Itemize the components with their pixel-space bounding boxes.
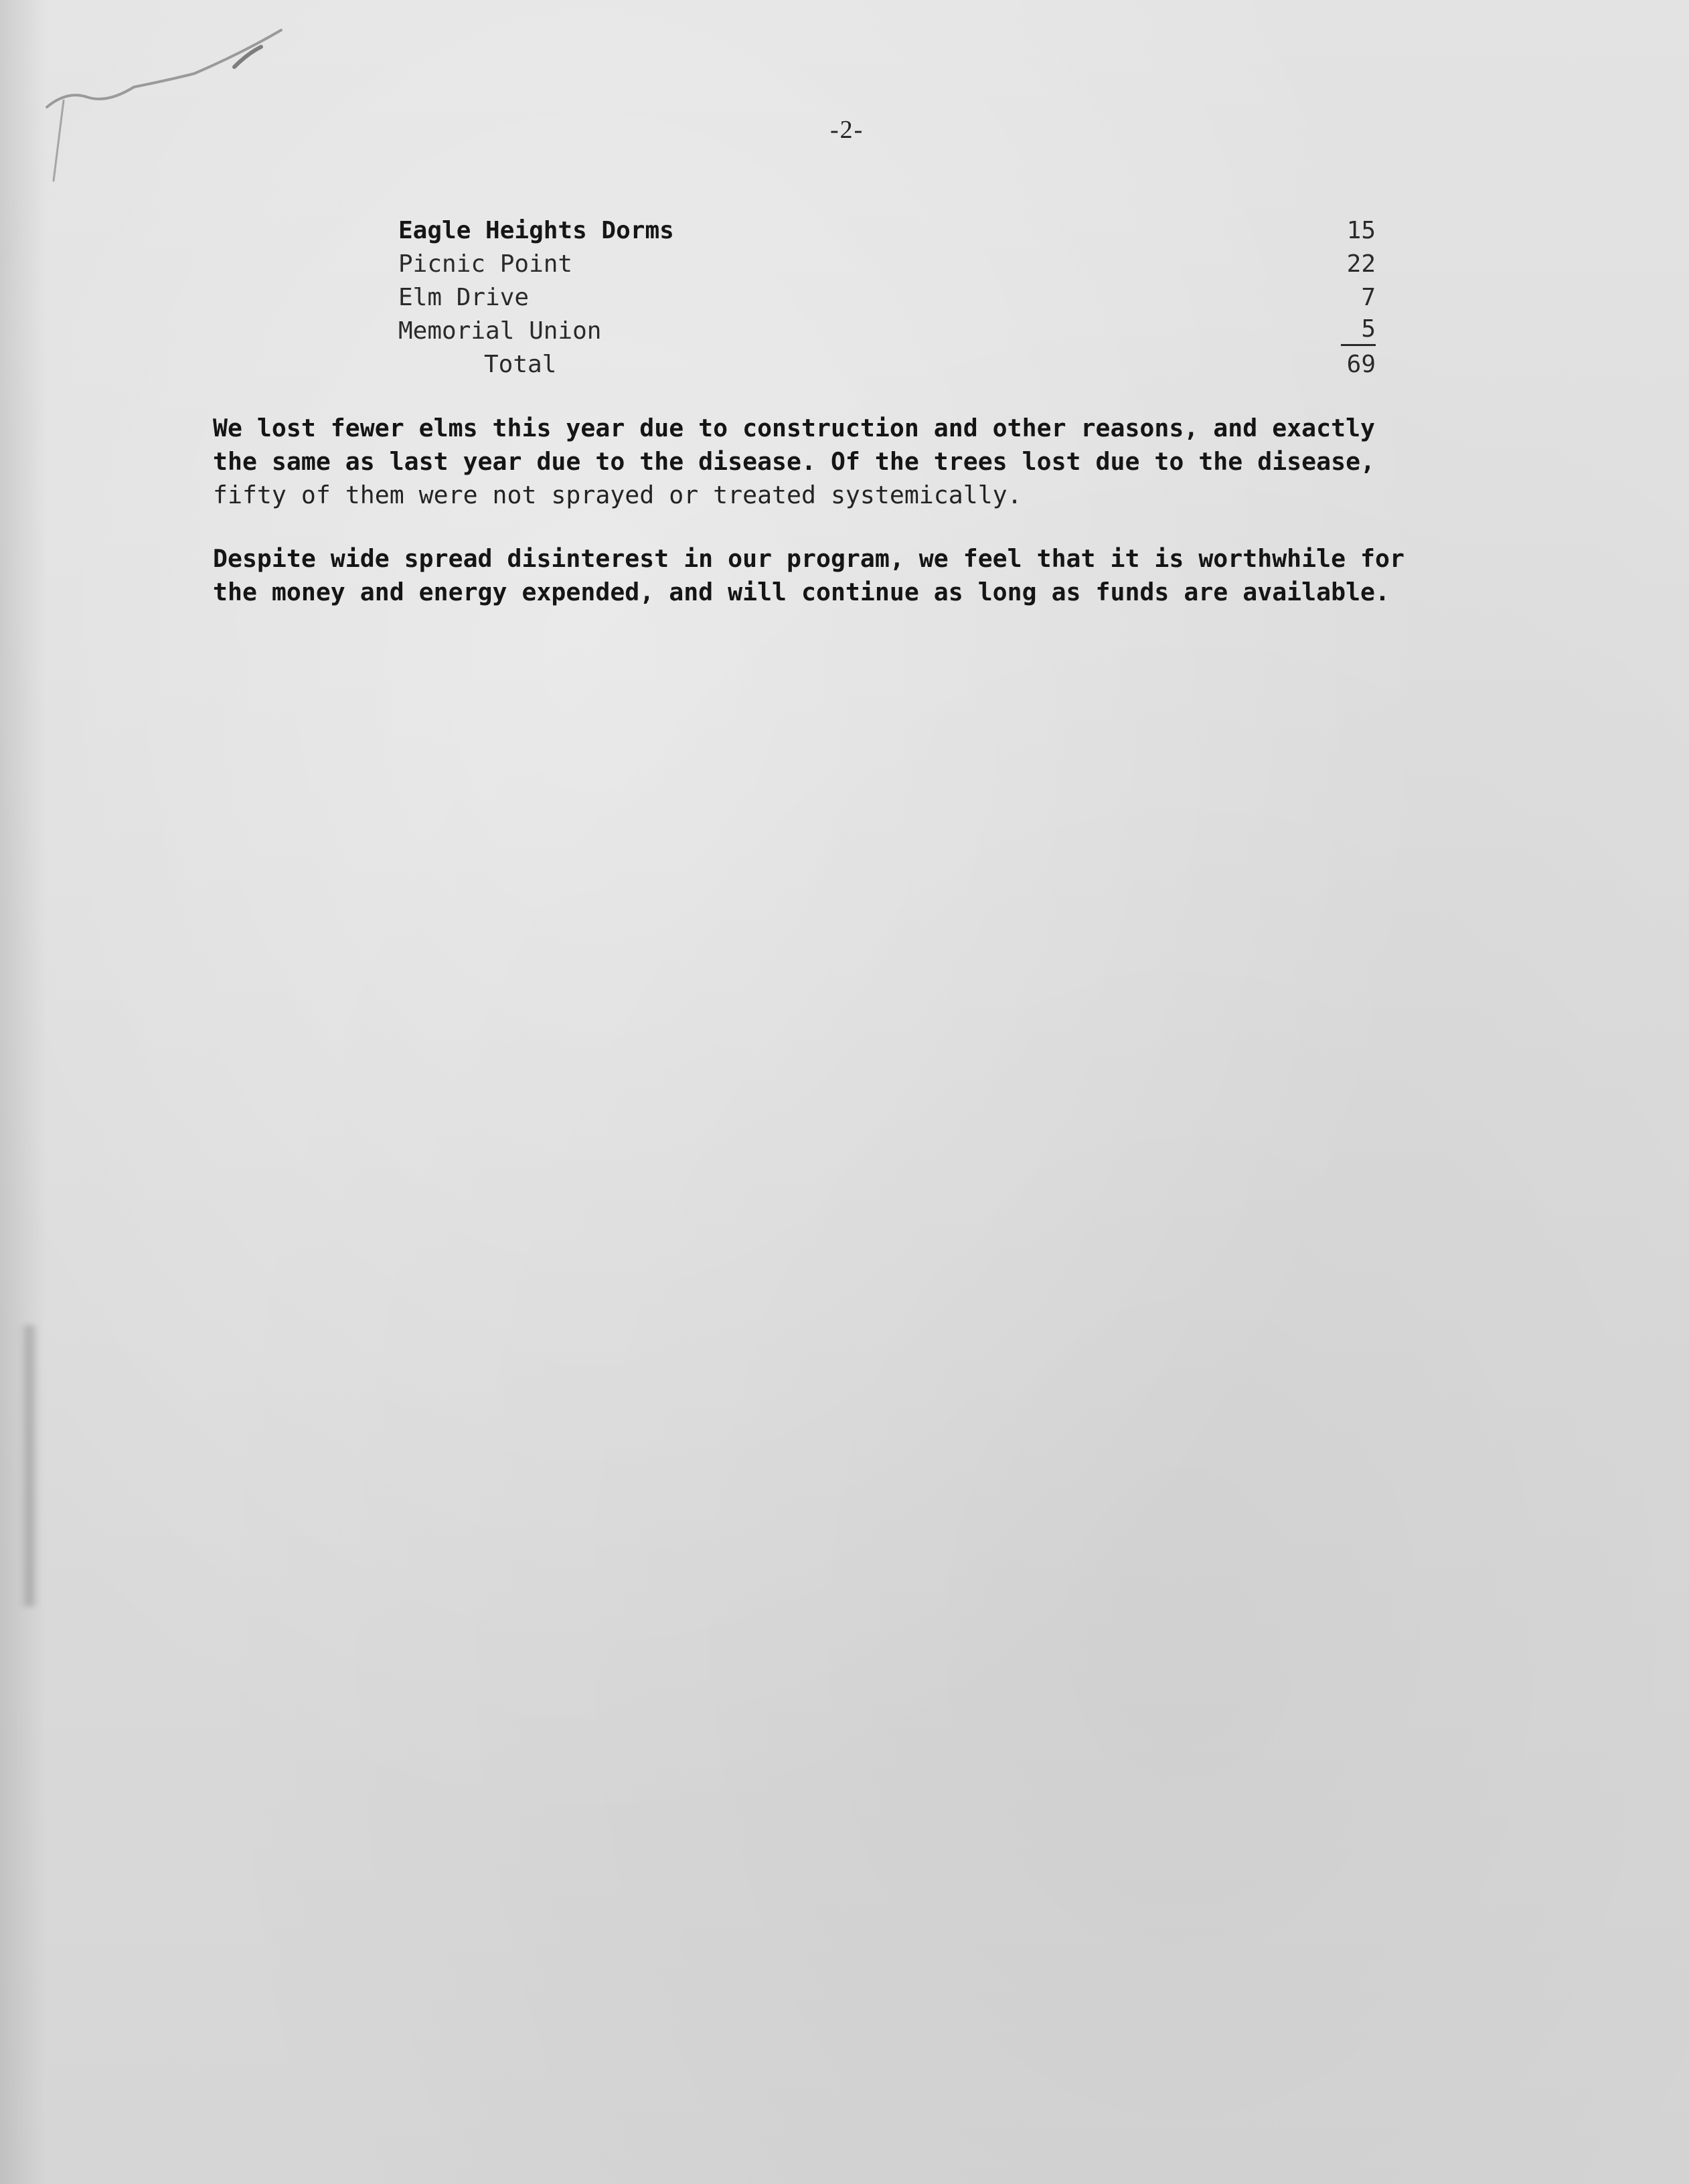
total-label: Total xyxy=(484,351,557,378)
paragraph-line: Despite wide spread disinterest in our program, we feel that it is worthwhile for xyxy=(213,544,1404,573)
paragraph-line: fifty of them were not sprayed or treated systemically. xyxy=(213,481,1022,509)
paragraph-line: the money and energy expended, and will continue as long as funds are available. xyxy=(213,578,1390,606)
page-edge-shadow xyxy=(0,0,47,2184)
total-row xyxy=(398,348,1376,382)
page-number: -2- xyxy=(830,116,864,144)
paragraph-line: We lost fewer elms this year due to construction and other reasons, and exactly xyxy=(213,414,1376,442)
page-crease xyxy=(20,1325,39,1606)
staple-mark-icon xyxy=(40,27,295,187)
table-row xyxy=(398,315,1376,348)
location-count: 7 xyxy=(1361,284,1376,311)
location-count: 22 xyxy=(1346,250,1376,278)
location-name: Elm Drive xyxy=(398,284,530,311)
paragraph-line: the same as last year due to the disease. Of the trees lost due to the disease, xyxy=(213,447,1376,476)
table-row xyxy=(398,248,1376,281)
paragraph-elm-losses xyxy=(213,412,1605,512)
tree-loss-table xyxy=(398,214,1376,382)
location-count: 5 xyxy=(1341,315,1376,346)
paragraph-program-worth xyxy=(213,542,1605,609)
location-name: Eagle Heights Dorms xyxy=(398,217,674,244)
table-row xyxy=(398,214,1376,248)
location-count: 15 xyxy=(1346,217,1376,244)
total-value: 69 xyxy=(1346,351,1376,378)
location-name: Memorial Union xyxy=(398,317,602,345)
table-row xyxy=(398,281,1376,315)
location-name: Picnic Point xyxy=(398,250,573,278)
